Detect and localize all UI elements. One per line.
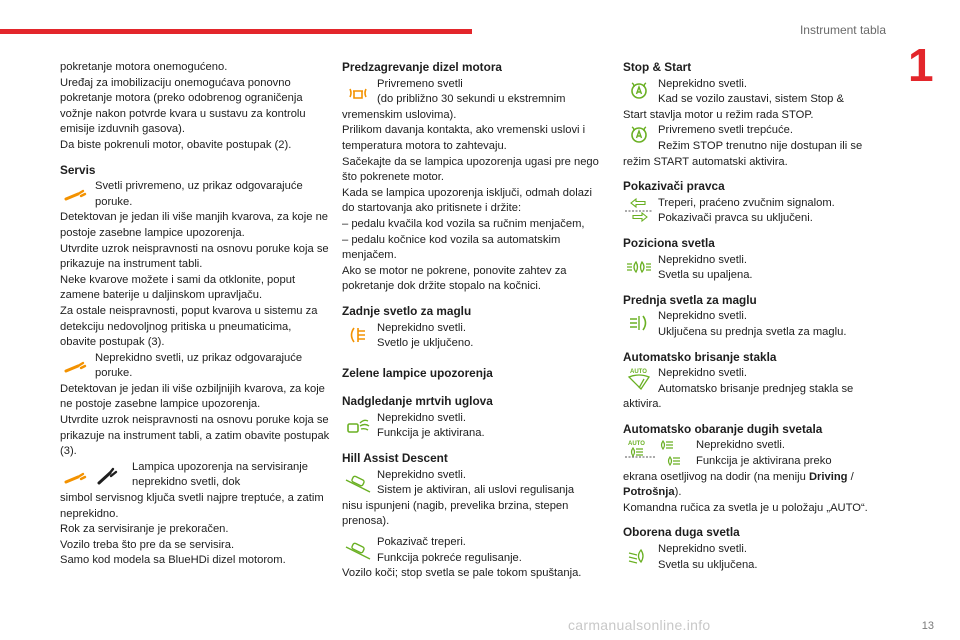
preheat-item: Privremeno svetli (do približno 30 sekundi u ekstremnim bbox=[342, 77, 604, 108]
front-fog-light-icon bbox=[625, 313, 653, 333]
servis-item-a: Svetli privremeno, uz prikaz odgovarajuće poruke. bbox=[60, 179, 330, 210]
heading-front-fog: Prednja svetla za maglu bbox=[623, 292, 757, 307]
heading-dipped-beam: Oborena duga svetla bbox=[623, 525, 740, 540]
blind-spot-icon bbox=[344, 415, 372, 435]
svg-text:AUTO: AUTO bbox=[630, 369, 647, 376]
paragraph: Da biste pokrenuli motor, obavite postupak (2). bbox=[60, 138, 292, 151]
blind-spot-item: Neprekidno svetli. Funkcija je aktivirana. bbox=[342, 411, 604, 442]
hill-assist-item-b: Pokazivač treperi. Funkcija pokreće regulisanje. bbox=[342, 535, 604, 566]
indicators-item: Treperi, praćeno zvučnim signalom. Pokazivači pravca su uključeni. bbox=[623, 196, 885, 227]
heading-auto-wipe: Automatsko brisanje stakla bbox=[623, 349, 777, 364]
hill-descent-icon bbox=[344, 541, 372, 561]
position-lights-icon bbox=[625, 257, 653, 277]
heading-auto-beam: Automatsko obaranje dugih svetala bbox=[623, 421, 823, 436]
stop-start-item-a: Neprekidno svetli. Kad se vozilo zaustavi, sistem Stop & bbox=[623, 77, 885, 108]
heading-preheat: Predzagrevanje dizel motora bbox=[342, 60, 502, 74]
heading-hill-assist: Hill Assist Descent bbox=[342, 451, 448, 466]
stop-start-icon bbox=[625, 125, 653, 145]
stop-start-icon bbox=[625, 81, 653, 101]
dipped-beam-item: Neprekidno svetli. Svetla su uključena. bbox=[623, 542, 885, 573]
turn-signal-icon bbox=[625, 196, 653, 224]
heading-position-lights: Poziciona svetla bbox=[623, 235, 715, 250]
heading-indicators: Pokazivači pravca bbox=[623, 179, 725, 194]
section-title: Instrument tabla bbox=[799, 23, 886, 37]
auto-wiper-icon bbox=[625, 366, 653, 392]
wrench-icon bbox=[62, 468, 90, 488]
wrench-icon bbox=[62, 357, 90, 377]
heading-green: Zelene lampice upozorenja bbox=[342, 365, 493, 380]
rear-fog-item: Neprekidno svetli. Svetlo je uključeno. bbox=[342, 321, 604, 352]
hill-assist-item-a: Neprekidno svetli. Sistem je aktiviran, ali uslovi regulisanja bbox=[342, 468, 604, 499]
paragraph: pokretanje motora onemogućeno. bbox=[60, 61, 228, 73]
servis-item-b: Neprekidno svetli, uz prikaz odgovarajuće poruke. bbox=[60, 351, 330, 382]
auto-wipe-item: AUTO Neprekidno svetli. Automatsko brisanje prednjeg stakla se bbox=[623, 366, 885, 397]
page-number: 13 bbox=[921, 620, 934, 632]
heading-blind-spot: Nadgledanje mrtvih uglova bbox=[342, 394, 493, 409]
column-3: Stop & Start Neprekidno svetli. Kad se vozilo zaustavi, sistem Stop & Start stavlja motor u režim rada STOP. Privremeno svetli trepćuće. Režim STOP trenutno nije dostupan ili se režim START automatski aktivira. Pokazivači pravca Treperi, praćeno zvučnim signalom. Pokazivači pravca su uključeni. Poziciona svetla Neprekidno svetli. Svetla su upaljena. Prednja svetla za maglu Neprekidno svetli. Uključena su prednja svetla za maglu. Automatsko brisanje stakla AUTO Neprekidno svetli. Automatsko brisanje prednjeg stakla se aktivira. Automatsko obaranje dugih svetala AUTO Neprekidno svetli. Funkcija je aktivirana preko ekrana osetljivog na dodir (na meniju Driving / Potrošnja). Komandna ručica za svetla je u položaju „AUTO“. Oborena duga svetla Neprekidno svetli. Svetla su uključena. bbox=[623, 60, 885, 573]
header-bar bbox=[0, 29, 472, 34]
position-lights-item: Neprekidno svetli. Svetla su upaljena. bbox=[623, 253, 885, 284]
dipped-beam-icon bbox=[625, 546, 653, 566]
heading-rear-fog: Zadnje svetlo za maglu bbox=[342, 303, 472, 318]
heading-stop-start: Stop & Start bbox=[623, 60, 692, 74]
glow-plug-icon bbox=[344, 83, 372, 103]
auto-high-beam-icon bbox=[625, 438, 689, 468]
paragraph: Uređaj za imobilizaciju onemogućava ponovno pokretanje motora (preko odobrenog ograničenja vožnje nakon potvrde kvara u sustavu za kontrolu emisije izduvnih gasova). bbox=[60, 76, 306, 136]
wrench-icon bbox=[62, 185, 90, 205]
chapter-number: 1 bbox=[908, 39, 934, 91]
heading-servis: Servis bbox=[60, 162, 96, 177]
auto-beam-item: AUTO Neprekidno svetli. Funkcija je aktivirana preko bbox=[623, 438, 885, 469]
column-1: pokretanje motora onemogućeno. Uređaj za imobilizaciju onemogućava ponovno pokretanje motora (preko odobrenog ograničenja vožnje nakon potvrde kvara u sustavu za kontrolu emisije izduvnih gasova). Da biste pokrenuli motor, obavite postupak (2). Servis Svetli privremeno, uz prikaz odgovarajuće poruke. Detektovan je jedan ili više manjih kvarova, za koje ne postoje zasebne lampice upozorenja. Utvrdite uzrok neispravnosti na osnovu poruke koja se prikazuje na instrument tabli. Neke kvarove možete i sami da otklonite, poput zamene baterije u daljinskom upravljaču. Za ostale neispravnosti, poput kvarova u sistemu za detekciju nedovoljnog pritiska u pneumaticima, obavite postupak (3). Neprekidno svetli, uz prikaz odgovarajuće poruke. Detektovan je jedan ili više ozbiljnijih kvarova, za koje ne postoje zasebne lampice upozorenja. Utvrdite uzrok neispravnosti na osnovu poruke koja se prikazuje na instrument tabli, a zatim obavite postupak (3). Lampica upozorenja na servisiranje neprekidno svetli, dok simbol servisnog ključa svetli najpre treptuće, a zatim neprekidno. Rok za servisiranje je prekoračen. Vozilo treba što pre da se servisira. Samo kod modela sa BlueHDi dizel motorom. bbox=[60, 61, 330, 567]
rear-fog-light-icon bbox=[344, 325, 372, 345]
column-2: Predzagrevanje dizel motora Privremeno svetli (do približno 30 sekundi u ekstremnim vremenskim uslovima). Prilikom davanja kontakta, ako vremenski uslovi i temperatura motora to zahtevaju. Sačekajte da se lampica upozorenja ugasi pre nego što pokrenete motor. Kada se lampica upozorenja isključi, odmah dolazi do startovanja ako pritisnete i držite: – pedalu kvačila kod vozila sa ručnim menjačem, – pedalu kočnice kod vozila sa automatskim menjačem. Ako se motor ne pokrene, ponovite zahtev za pokretanje dok držite stopalo na kočnici. Zadnje svetlo za maglu Neprekidno svetli. Svetlo je uključeno. Zelene lampice upozorenja Nadgledanje mrtvih uglova Neprekidno svetli. Funkcija je aktivirana. Hill Assist Descent Neprekidno svetli. Sistem je aktiviran, ali uslovi regulisanja nisu ispunjeni (nagib, prevelika brzina, stepen prenosa). Pokazivač treperi. Funkcija pokreće regulisanje. Vozilo koči; stop svetla se pale tokom spuštanja. bbox=[342, 60, 604, 582]
front-fog-item: Neprekidno svetli. Uključena su prednja svetla za maglu. bbox=[623, 309, 885, 340]
paragraph: ekrana osetljivog na dodir (na meniju Driving / Potrošnja). bbox=[623, 470, 854, 499]
hill-descent-icon bbox=[344, 474, 372, 494]
stop-start-item-b: Privremeno svetli trepćuće. Režim STOP trenutno nije dostupan ili se bbox=[623, 123, 885, 154]
servis-item-c: Lampica upozorenja na servisiranje neprekidno svetli, dok bbox=[60, 460, 330, 491]
service-key-icon bbox=[96, 466, 120, 486]
svg-text:AUTO: AUTO bbox=[628, 441, 645, 448]
watermark: carmanualsonline.info bbox=[568, 617, 711, 633]
